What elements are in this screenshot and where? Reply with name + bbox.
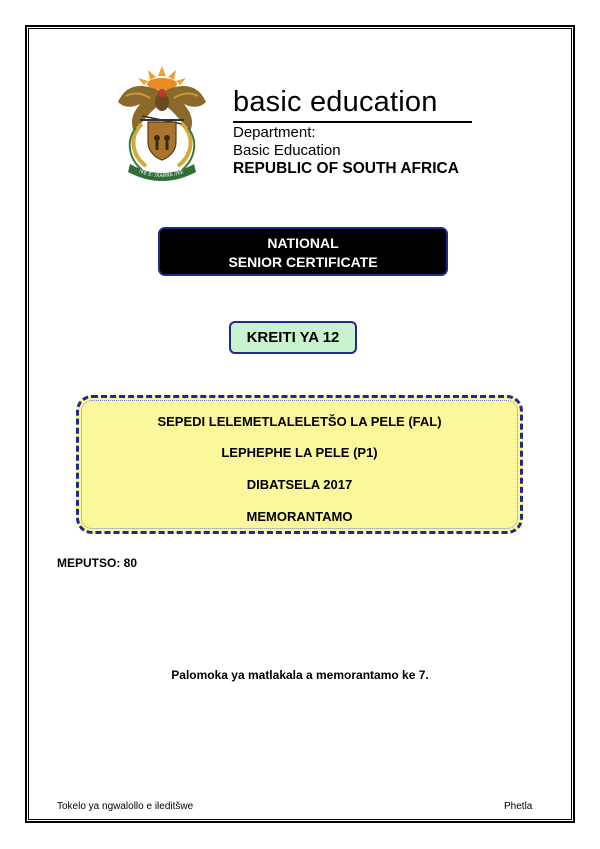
certificate-line-1: NATIONAL — [267, 235, 339, 251]
copyright-notice: Tokelo ya ngwalollo e ileditšwe — [57, 801, 194, 812]
certificate-line-2: SENIOR CERTIFICATE — [228, 254, 378, 270]
country-name: REPUBLIC OF SOUTH AFRICA — [233, 160, 459, 177]
crest-motto: !KE E: /XARRA //KE — [137, 168, 185, 180]
department-label: Department: — [233, 124, 316, 141]
subject-title: SEPEDI LELEMETLALELETŠO LA PELE (FAL) — [157, 414, 442, 429]
turn-over-note: Phetla — [504, 801, 533, 812]
brand-underline — [233, 121, 472, 123]
grade-badge: KREITI YA 12 — [229, 321, 357, 354]
coat-of-arms-logo — [112, 62, 212, 184]
document-type: MEMORANTAMO — [246, 509, 353, 524]
certificate-banner — [158, 227, 448, 276]
paper-number: LEPHEPHE LA PELE (P1) — [221, 445, 378, 460]
total-marks: MEPUTSO: 80 — [57, 556, 138, 570]
exam-session: DIBATSELA 2017 — [246, 477, 353, 492]
page-count-note: Palomoka ya matlakala a memorantamo ke 7. — [171, 668, 429, 682]
brand-title: basic education — [233, 86, 438, 118]
department-name: Basic Education — [233, 142, 341, 159]
subject-box — [76, 395, 523, 534]
